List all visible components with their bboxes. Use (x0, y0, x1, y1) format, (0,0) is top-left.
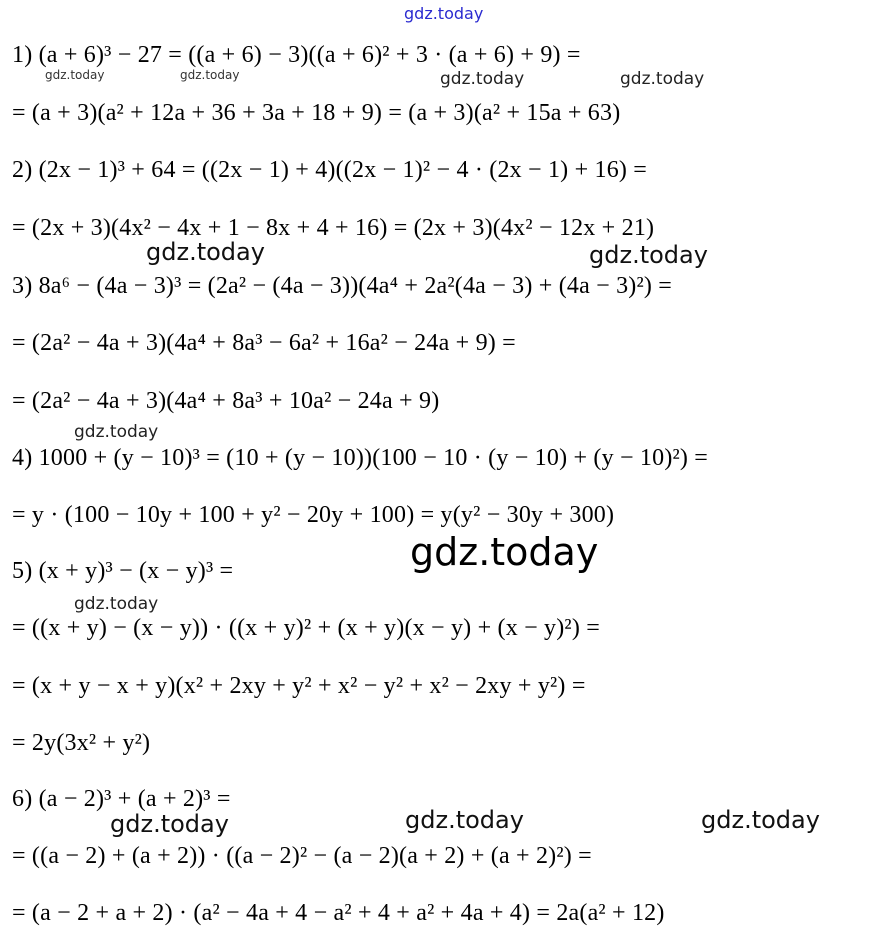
math-line-7: = (2a² − 4a + 3)(4a⁴ + 8a³ + 10a² − 24a + 9) (12, 388, 440, 414)
math-line-13: = 2y(3x² + y²) (12, 730, 151, 756)
math-line-6: = (2a² − 4a + 3)(4a⁴ + 8a³ − 6a² + 16a² − 24a + 9) = (12, 330, 516, 356)
watermark-small-3: gdz.today (440, 69, 525, 89)
math-line-2: = (a + 3)(a² + 12a + 36 + 3a + 18 + 9) = (a + 3)(a² + 15a + 63) (12, 100, 621, 126)
math-line-12: = (x + y − x + y)(x² + 2xy + y² + x² − y² + x² − 2xy + y²) = (12, 673, 586, 699)
watermark-small-6: gdz.today (74, 594, 159, 614)
math-line-14: 6) (a − 2)³ + (a + 2)³ = (12, 786, 231, 812)
watermark-medium-5: gdz.today (701, 806, 820, 834)
watermark-medium-2: gdz.today (589, 241, 708, 269)
math-line-1: 1) (a + 6)³ − 27 = ((a + 6) − 3)((a + 6)² + 3 · (a + 6) + 9) = (12, 42, 581, 68)
math-line-16: = (a − 2 + a + 2) · (a² − 4a + 4 − a² + 4 + a² + 4a + 4) = 2a(a² + 12) (12, 900, 665, 926)
watermark-top: gdz.today (404, 4, 484, 23)
math-line-3: 2) (2x − 1)³ + 64 = ((2x − 1) + 4)((2x − 1)² − 4 · (2x − 1) + 16) = (12, 157, 648, 183)
math-line-11: = ((x + y) − (x − y)) · ((x + y)² + (x + y)(x − y) + (x − y)²) = (12, 615, 600, 641)
watermark-medium-1: gdz.today (146, 238, 265, 266)
watermark-medium-4: gdz.today (405, 806, 524, 834)
math-line-9: = y · (100 − 10y + 100 + y² − 20y + 100) = y(y² − 30y + 300) (12, 502, 615, 528)
watermark-small-2: gdz.today (180, 68, 240, 82)
math-line-15: = ((a − 2) + (a + 2)) · ((a − 2)² − (a − 2)(a + 2) + (a + 2)²) = (12, 843, 592, 869)
watermark-small-1: gdz.today (45, 68, 105, 82)
math-line-4: = (2x + 3)(4x² − 4x + 1 − 8x + 4 + 16) = (2x + 3)(4x² − 12x + 21) (12, 215, 655, 241)
watermark-small-5: gdz.today (74, 422, 159, 442)
watermark-medium-3: gdz.today (110, 810, 229, 838)
watermark-large: gdz.today (410, 530, 599, 574)
watermark-small-4: gdz.today (620, 69, 705, 89)
math-line-10: 5) (x + y)³ − (x − y)³ = (12, 558, 234, 584)
math-line-5: 3) 8a⁶ − (4a − 3)³ = (2a² − (4a − 3))(4a⁴ + 2a²(4a − 3) + (4a − 3)²) = (12, 273, 672, 299)
math-line-8: 4) 1000 + (y − 10)³ = (10 + (y − 10))(100 − 10 · (y − 10) + (y − 10)²) = (12, 445, 709, 471)
